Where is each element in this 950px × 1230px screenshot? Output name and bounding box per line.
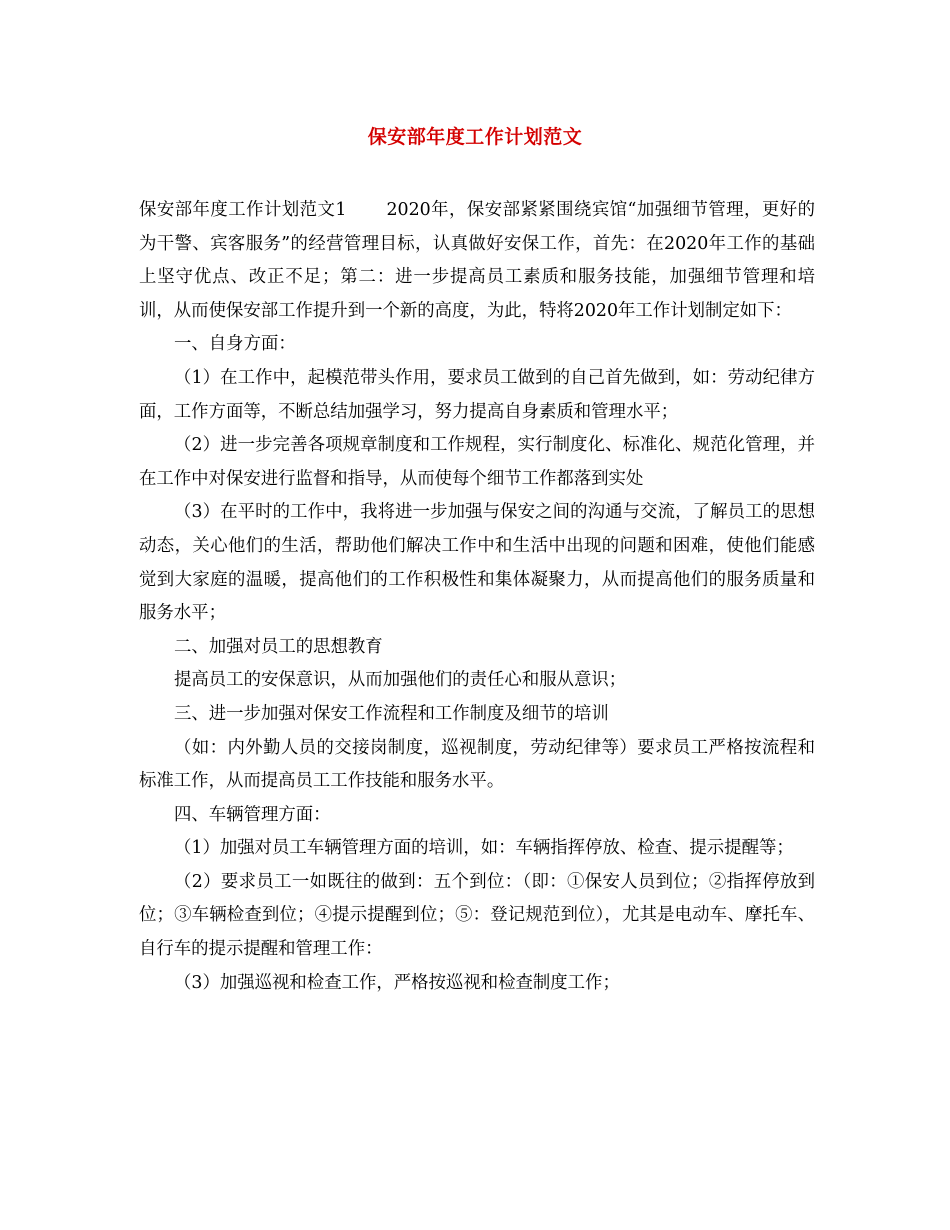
paragraph-1-1: （1）在工作中，起模范带头作用，要求员工做到的自己首先做到，如：劳动纪律方面，工作方面等，不断总结加强学习，努力提高自身素质和管理水平； [139, 367, 815, 422]
section-heading-1: 一、自身方面： [174, 334, 296, 355]
section-heading-4: 四、车辆管理方面： [174, 804, 331, 825]
intro-paragraph [139, 194, 815, 328]
paragraph-1-2: （2）进一步完善各项规章制度和工作规程，实行制度化、标准化、规范化管理，并在工作中对保安进行监督和指导，从而使每个细节工作都落到实处 [139, 435, 815, 489]
paragraph-4-1: （1）加强对员工车辆管理方面的培训，如：车辆指挥停放、检查、提示提醒等； [174, 838, 794, 859]
section-heading-2: 二、加强对员工的思想教育 [174, 636, 383, 657]
paragraph-4-3: （3）加强巡视和检查工作，严格按巡视和检查制度工作； [174, 972, 620, 993]
paragraph-3-1: （如：内外勤人员的交接岗制度，巡视制度，劳动纪律等）要求员工严格按流程和标准工作，从而提高员工工作技能和服务水平。 [139, 737, 815, 792]
paragraph-4-2: （2）要求员工一如既往的做到：五个到位：（即：①保安人员到位；②指挥停放到位；③车辆检查到位；④提示提醒到位；⑤：登记规范到位），尤其是电动车、摩托车、自行车的提示提醒和管理工作： [139, 871, 815, 960]
paragraph-2-1: 提高员工的安保意识，从而加强他们的责任心和服从意识； [174, 670, 627, 691]
intro-label: 保安部年度工作计划范文1 [139, 200, 347, 220]
document-title: 保安部年度工作计划范文 [367, 126, 583, 148]
document-body [139, 194, 815, 1000]
section-heading-3: 三、进一步加强对保安工作流程和工作制度及细节的培训 [174, 703, 609, 724]
intro-text: 2020年，保安部紧紧围绕宾馆“加强细节管理，更好的为干警、宾客服务”的经营管理目标，认真做好安保工作，首先：在2020年工作的基础上坚守优点、改正不足；第二：进一步提高员工素质和服务技能，加强细节管理和培训，从而使保安部工作提升到一个新的高度，为此，特将2020年工作计划制定如下： [139, 200, 815, 321]
paragraph-1-3: （3）在平时的工作中，我将进一步加强与保安之间的沟通与交流，了解员工的思想动态，关心他们的生活，帮助他们解决工作中和生活中出现的问题和困难，使他们能感觉到大家庭的温暖，提高他们的工作积极性和集体凝聚力，从而提高他们的服务质量和服务水平； [139, 502, 815, 624]
